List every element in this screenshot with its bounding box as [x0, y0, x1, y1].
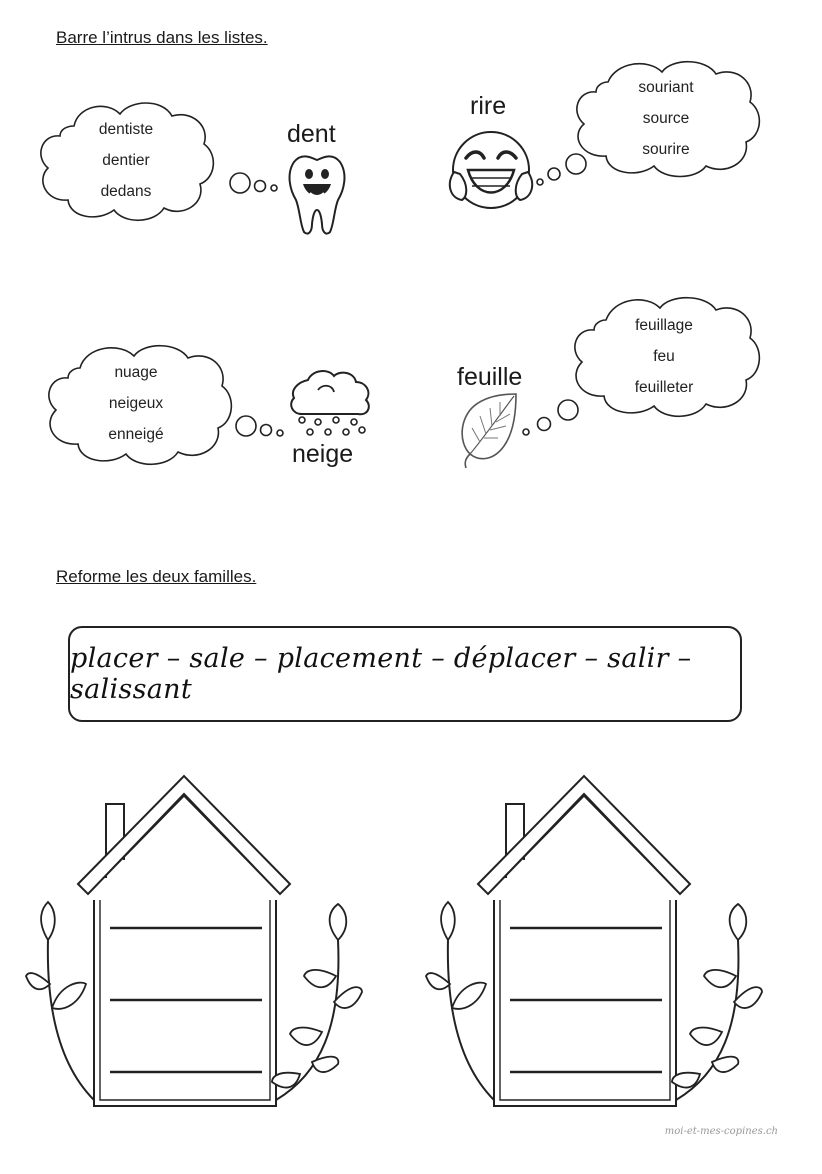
thought-cloud-rire: [568, 56, 764, 180]
snow-cloud-icon: [288, 366, 372, 442]
word-enneige[interactable]: enneigé: [108, 425, 164, 443]
thought-cloud-dent: [34, 96, 218, 224]
keyword-neige: neige: [292, 440, 354, 468]
watermark: moi-et-mes-copines.ch: [664, 1126, 778, 1137]
word-nuage[interactable]: nuage: [114, 363, 158, 381]
keyword-rire: rire: [470, 92, 507, 120]
word-dentiste[interactable]: dentiste: [98, 120, 154, 138]
word-list-box: [68, 626, 742, 722]
leaf-icon: [458, 392, 520, 472]
exercise-1-instruction: Barre l’intrus dans les listes.: [56, 28, 268, 47]
answer-line[interactable]: [510, 1052, 662, 1074]
answer-line[interactable]: [510, 908, 662, 930]
word-dedans[interactable]: dedans: [100, 182, 152, 200]
word-feuilleter[interactable]: feuilleter: [634, 378, 694, 396]
thought-bubbles-icon: [232, 412, 292, 444]
answer-line[interactable]: [110, 908, 262, 930]
thought-bubbles-icon: [226, 170, 286, 200]
word-neigeux[interactable]: neigeux: [108, 394, 164, 412]
word-feu[interactable]: feu: [653, 347, 675, 365]
word-list: placer – sale – placement – déplacer – salir – salissant: [70, 643, 692, 705]
word-feuillage[interactable]: feuillage: [635, 316, 693, 334]
thought-cloud-feuille: [564, 292, 764, 420]
word-source[interactable]: source: [642, 109, 690, 127]
word-sourire[interactable]: sourire: [642, 140, 690, 158]
keyword-feuille: feuille: [457, 363, 523, 391]
tooth-icon: [286, 152, 348, 236]
keyword-dent: dent: [287, 120, 336, 148]
answer-line[interactable]: [510, 980, 662, 1002]
word-dentier[interactable]: dentier: [102, 151, 150, 169]
word-souriant[interactable]: souriant: [638, 78, 694, 96]
exercise-2-instruction: Reforme les deux familles.: [56, 567, 257, 586]
laughing-face-icon: [446, 126, 536, 214]
thought-cloud-neige: [38, 338, 234, 468]
answer-line[interactable]: [110, 980, 262, 1002]
answer-line[interactable]: [110, 1052, 262, 1074]
